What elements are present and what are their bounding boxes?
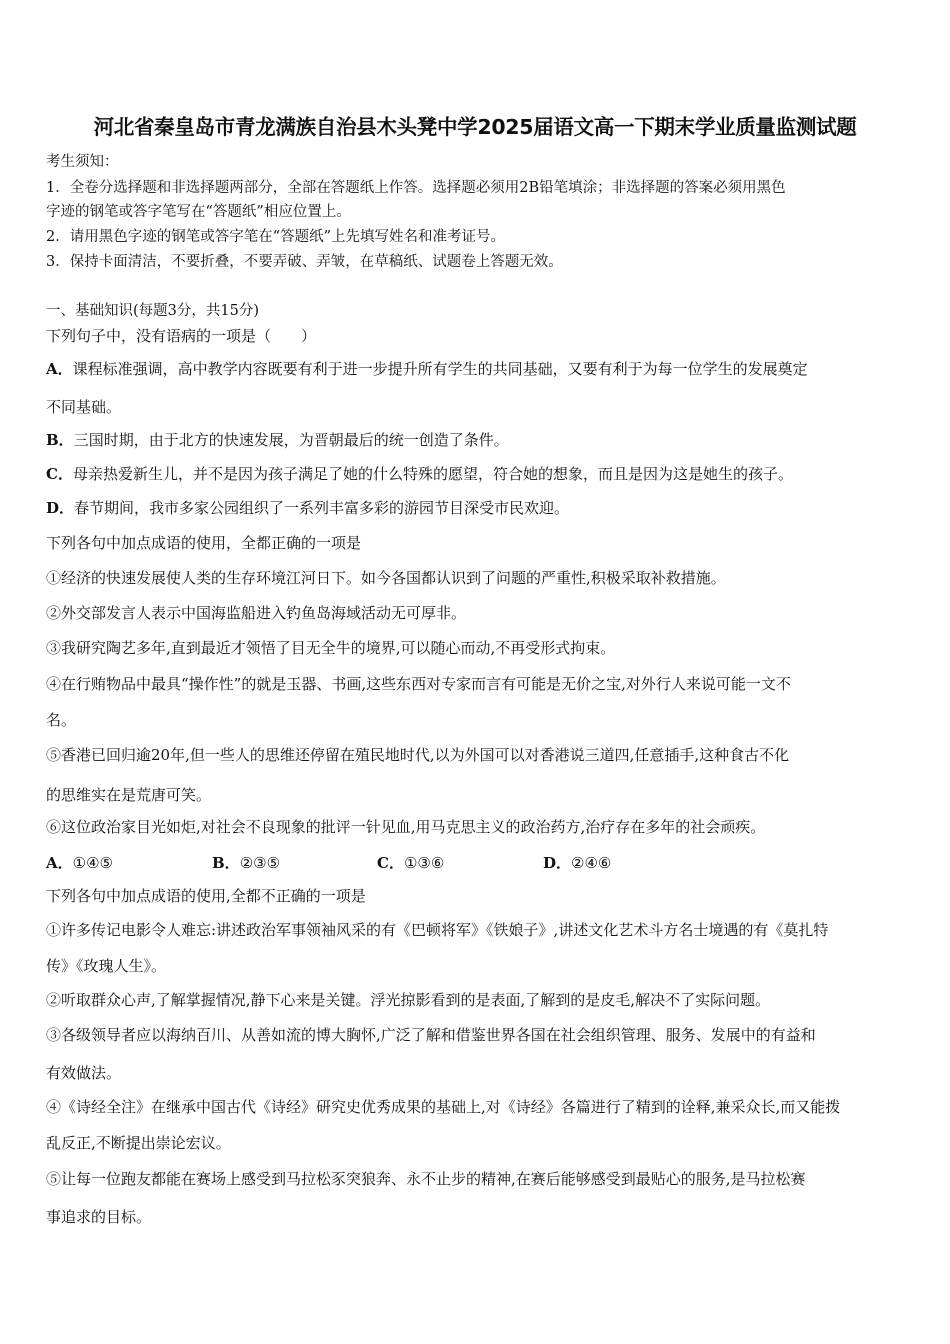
question-1-stem: 下列句子中，没有语病的一项是（ ） bbox=[46, 327, 317, 345]
option-label: B． bbox=[46, 431, 74, 449]
question-3-item: ⑤让每一位跑友都能在赛场上感受到马拉松豕突狼奔、永不止步的精神,在赛后能够感受到最贴心的服务,是马拉松赛 bbox=[46, 1170, 806, 1188]
choice-label: A． bbox=[46, 854, 73, 872]
question-2-choice-b bbox=[212, 853, 280, 873]
choice-text: ①④⑤ bbox=[72, 854, 113, 872]
question-3-item-cont: 传》《玫瑰人生》。 bbox=[46, 957, 167, 975]
question-2-choice-c bbox=[377, 853, 444, 873]
question-2-item: ⑥这位政治家目光如炬,对社会不良现象的批评一针见血,用马克思主义的政治药方,治疗存在多年的社会顽疾。 bbox=[46, 818, 766, 836]
choice-text: ①③⑥ bbox=[403, 854, 445, 872]
question-3-item-cont: 事追求的目标。 bbox=[46, 1208, 152, 1226]
option-text: 母亲热爱新生儿，并不是因为孩子满足了她的什么特殊的愿望，符合她的想象，而且是因为这是她生的孩子。 bbox=[72, 465, 793, 483]
choice-label: D． bbox=[543, 854, 572, 872]
option-label: A． bbox=[46, 360, 73, 378]
choice-label: C． bbox=[377, 854, 404, 872]
question-1-option-a bbox=[46, 359, 910, 379]
notice-line: 3．保持卡面清洁，不要折叠，不要弄破、弄皱，在草稿纸、试题卷上答题无效。 bbox=[46, 254, 563, 270]
choice-text: ②③⑤ bbox=[239, 854, 281, 872]
notice-line: 1．全卷分选择题和非选择题两部分，全部在答题纸上作答。选择题必须用2B铅笔填涂；非选择题的答案必须用黑色 bbox=[46, 180, 786, 196]
question-3-item: ③各级领导者应以海纳百川、从善如流的博大胸怀,广泛了解和借鉴世界各国在社会组织管理、服务、发展中的有益和 bbox=[46, 1026, 816, 1044]
question-3-item-cont: 有效做法。 bbox=[46, 1064, 122, 1082]
question-3-item: ②听取群众心声,了解掌握情况,静下心来是关键。浮光掠影看到的是表面,了解到的是皮毛,解决不了实际问题。 bbox=[46, 991, 771, 1009]
question-2-item: ②外交部发言人表示中国海监船进入钓鱼岛海域活动无可厚非。 bbox=[46, 604, 467, 622]
question-2-item: ①经济的快速发展使人类的生存环境江河日下。如今各国都认识到了问题的严重性,积极采取补救措施。 bbox=[46, 569, 726, 587]
option-text: 三国时期，由于北方的快速发展，为晋朝最后的统一创造了条件。 bbox=[73, 431, 509, 449]
question-1-option-b bbox=[46, 430, 910, 450]
question-1-option-a-cont: 不同基础。 bbox=[46, 398, 122, 416]
question-2-item: ④在行贿物品中最具“操作性”的就是玉器、书画,这些东西对专家而言有可能是无价之宝,对外行人来说可能一文不 bbox=[46, 675, 791, 693]
question-1-option-d bbox=[46, 498, 910, 518]
notice-line: 字迹的钢笔或答字笔写在“答题纸”相应位置上。 bbox=[46, 204, 351, 220]
option-text: 课程标准强调，高中教学内容既要有利于进一步提升所有学生的共同基础，又要有利于为每一位学生的发展奠定 bbox=[72, 360, 808, 378]
question-2-item: ⑤香港已回归逾20年,但一些人的思维还停留在殖民地时代,以为外国可以对香港说三道四,任意插手,这种食古不化 bbox=[46, 746, 790, 764]
question-1-option-c bbox=[46, 464, 910, 484]
question-2-choice-d bbox=[543, 853, 611, 873]
question-3-stem: 下列各句中加点成语的使用,全都不正确的一项是 bbox=[46, 887, 366, 905]
question-3-item: ①许多传记电影令人难忘:讲述政治军事领袖风采的有《巴顿将军》《铁娘子》,讲述文化艺术斗方名士境遇的有《莫扎特 bbox=[46, 921, 829, 939]
notice-heading: 考生须知： bbox=[46, 154, 119, 170]
notice-line: 2．请用黑色字迹的钢笔或答字笔在“答题纸”上先填写姓名和准考证号。 bbox=[46, 229, 506, 245]
choice-label: B． bbox=[212, 854, 240, 872]
question-2-item-cont: 的思维实在是荒唐可笑。 bbox=[46, 786, 212, 804]
question-3-item-cont: 乱反正,不断提出崇论宏议。 bbox=[46, 1134, 231, 1152]
option-label: C． bbox=[46, 465, 73, 483]
page-title: 河北省秦皇岛市青龙满族自治县木头凳中学2025届语文高一下期末学业质量监测试题 bbox=[93, 115, 857, 139]
choice-text: ②④⑥ bbox=[571, 854, 612, 872]
question-3-item: ④《诗经全注》在继承中国古代《诗经》研究史优秀成果的基础上,对《诗经》各篇进行了精到的诠释,兼采众长,而又能拨 bbox=[46, 1098, 841, 1116]
question-2-stem: 下列各句中加点成语的使用，全都正确的一项是 bbox=[46, 534, 362, 552]
section-heading: 一、基础知识(每题3分，共15分) bbox=[46, 303, 259, 319]
option-text: 春节期间，我市多家公园组织了一系列丰富多彩的游园节目深受市民欢迎。 bbox=[74, 499, 570, 517]
question-2-choice-a bbox=[46, 853, 113, 873]
question-2-item: ③我研究陶艺多年,直到最近才领悟了目无全牛的境界,可以随心而动,不再受形式拘束。 bbox=[46, 639, 616, 657]
question-2-item-cont: 名。 bbox=[46, 711, 77, 729]
option-label: D． bbox=[46, 499, 75, 517]
